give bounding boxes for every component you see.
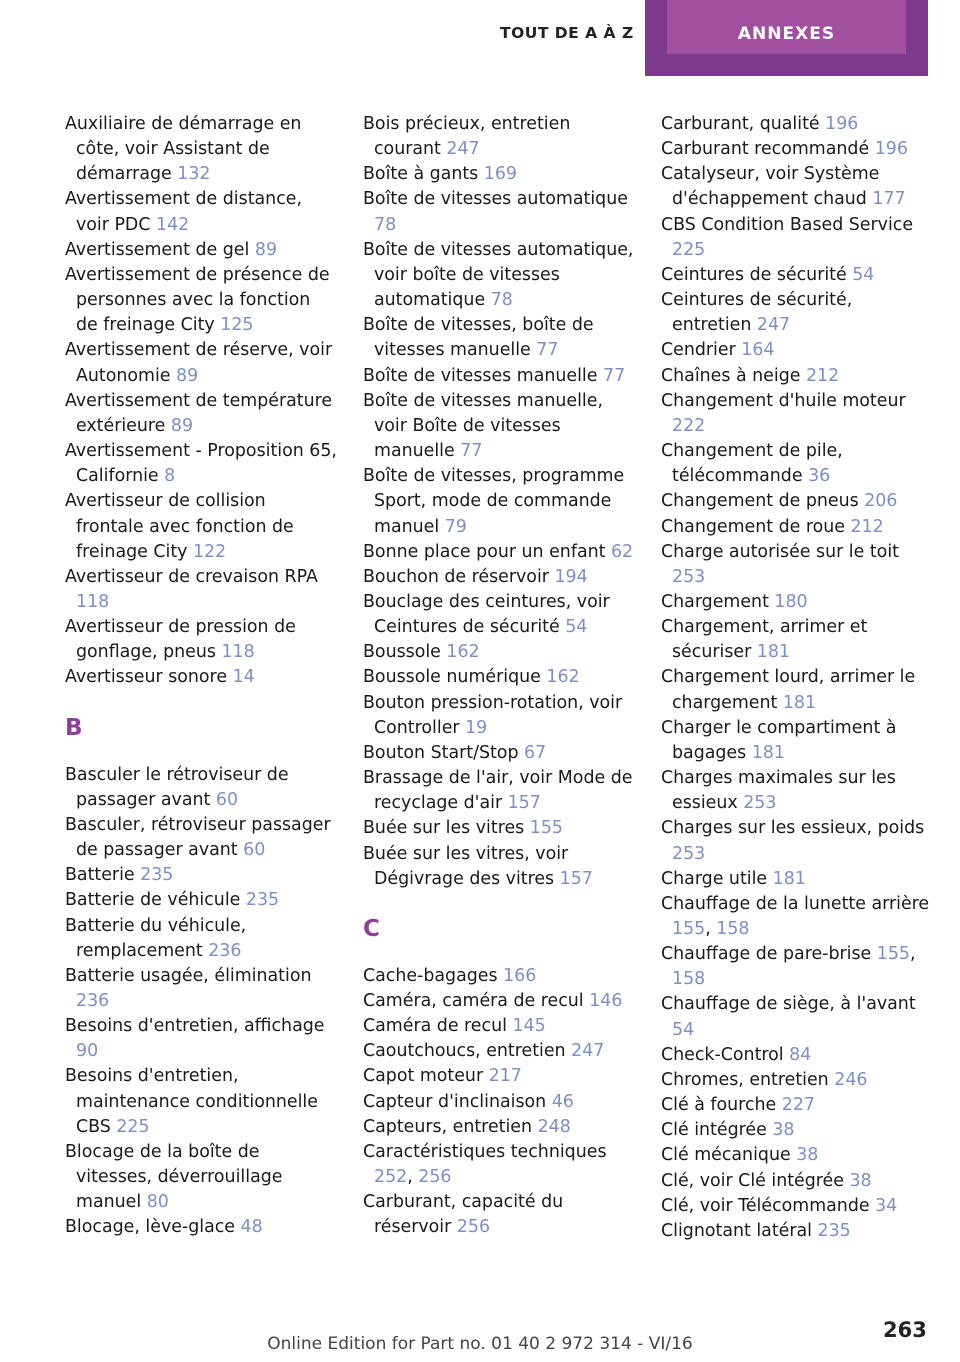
index-entry: [363, 691, 635, 741]
page-link[interactable]: 247: [756, 315, 791, 336]
index-entry: [661, 1194, 931, 1219]
index-entry: [661, 1068, 931, 1093]
page-link[interactable]: 118: [76, 591, 110, 612]
page-link[interactable]: 142: [156, 214, 190, 235]
index-entry: [363, 162, 635, 187]
index-entry: [65, 763, 337, 813]
index-entry-text: Bouchon de réservoir: [363, 566, 549, 587]
page-link[interactable]: 162: [546, 667, 580, 688]
index-entry: [65, 263, 337, 338]
index-entry-text: Avertissement de gel: [65, 239, 250, 260]
index-entry: [363, 464, 635, 539]
index-entry: [661, 364, 931, 389]
index-entry-text: Changement d'huile moteur: [661, 390, 906, 411]
page-link[interactable]: 253: [672, 843, 706, 864]
page-number: 263: [883, 1318, 927, 1342]
index-entry-text: Boussole: [363, 642, 441, 663]
page-link[interactable]: 181: [782, 692, 817, 713]
page-link[interactable]: 54: [565, 617, 588, 638]
index-entry-text: Caméra de recul: [363, 1016, 507, 1037]
page-link[interactable]: 157: [507, 793, 541, 814]
page-link[interactable]: 122: [192, 541, 227, 562]
page-link[interactable]: 79: [444, 516, 467, 537]
index-entry: [661, 439, 931, 489]
index-entry-text: Avertisseur de collision frontale avec fonction de freinage City: [65, 491, 294, 562]
page-link[interactable]: 235: [817, 1220, 851, 1241]
index-entry-text: Boîte de vitesses, boîte de vitesses manuelle: [363, 315, 594, 361]
index-entry: [661, 213, 931, 263]
index-entry: [65, 439, 337, 489]
index-entry: [661, 288, 931, 338]
index-entry-text: Carburant, qualité: [661, 114, 820, 134]
index-entry-text: Chaînes à neige: [661, 365, 801, 386]
index-entry-text: Charge autorisée sur le toit: [661, 541, 899, 562]
index-entry: [65, 238, 337, 263]
page-link[interactable]: 236: [208, 940, 242, 961]
index-entry: [363, 1090, 635, 1115]
page-link[interactable]: 157: [559, 868, 593, 889]
index-entry: [661, 137, 931, 162]
page-link[interactable]: 177: [872, 189, 906, 210]
index-entry: [363, 187, 635, 237]
index-entry: [65, 389, 337, 439]
page-link[interactable]: 84: [789, 1044, 812, 1065]
index-entry-text: Carburant, capacité du réservoir: [363, 1192, 564, 1238]
index-entry-text: Changement de pile, télécommande: [661, 441, 843, 487]
index-entry-text: Blocage, lève-glace: [65, 1217, 236, 1238]
page-link[interactable]: 155: [529, 818, 563, 839]
index-entry: [363, 1064, 635, 1089]
page-link[interactable]: 34: [875, 1195, 898, 1216]
index-entry: Chauffage de la lunette arrière 155, 158: [661, 893, 930, 939]
page-link[interactable]: 54: [672, 1019, 695, 1040]
index-entry-text: Basculer, rétroviseur passager de passager avant: [65, 814, 331, 861]
index-entry: [363, 1190, 635, 1240]
index-entry: [65, 1140, 337, 1215]
page-link[interactable]: 132: [177, 164, 211, 185]
index-entry-text: Batterie: [65, 865, 135, 886]
index-entry: [65, 964, 337, 1014]
page-link[interactable]: 166: [503, 965, 537, 986]
index-entry: [65, 1215, 337, 1240]
page-link[interactable]: 227: [781, 1095, 815, 1116]
page-link[interactable]: 125: [220, 315, 254, 336]
index-entry-text: Bois précieux, entretien courant: [363, 114, 571, 160]
page-link[interactable]: 77: [536, 340, 559, 361]
index-entry: [661, 766, 931, 816]
page-link[interactable]: 169: [483, 164, 517, 185]
index-entry: [661, 1118, 931, 1143]
index-entry-text: Auxiliaire de démarrage en côte, voir Assistant de démarrage: [65, 114, 302, 185]
index-entry-text: Charges maximales sur les essieux: [661, 768, 896, 814]
index-entry-text: Boîte de vitesses, programme Sport, mode de commande manuel: [363, 466, 625, 537]
page-link[interactable]: 158: [672, 969, 706, 990]
index-entry: [363, 816, 635, 841]
page-link[interactable]: 155: [876, 944, 910, 965]
index-entry-text: Batterie usagée, élimination: [65, 965, 312, 986]
page-link[interactable]: 253: [743, 793, 777, 814]
index-entry-text: Capteur d'inclinaison: [363, 1091, 547, 1112]
page-link[interactable]: 78: [490, 290, 513, 311]
index-entry-text: Basculer le rétroviseur de passager avant: [65, 764, 289, 810]
index-entry-text: Bonne place pour un enfant: [363, 541, 606, 562]
index-entry: [363, 665, 635, 690]
index-entry: [661, 1093, 931, 1118]
page-link[interactable]: 14: [232, 667, 255, 688]
index-entry: [65, 863, 337, 888]
index-entry-text: Boîte de vitesses automatique, voir boîte de vitesses automatique: [363, 239, 634, 311]
index-column-2: [363, 112, 635, 1241]
index-entry-text: Avertisseur de pression de gonflage, pneus: [65, 617, 296, 663]
page-link[interactable]: 212: [850, 516, 884, 537]
index-entry-text: Avertissement de température extérieure: [65, 390, 333, 436]
index-entry-text: Caractéristiques techniques: [363, 1141, 607, 1162]
page-link[interactable]: 235: [245, 890, 280, 911]
index-entry-text: Chargement, arrimer et sécuriser: [661, 617, 868, 663]
page-link[interactable]: 77: [603, 365, 626, 386]
page-link[interactable]: 118: [221, 642, 255, 663]
page-link[interactable]: 217: [488, 1066, 522, 1087]
index-entry-text: Avertissement de présence de personnes avec la fonction de freinage City: [65, 264, 330, 336]
index-entry: [65, 1014, 337, 1064]
index-entry-text: Chauffage de pare-brise: [661, 944, 872, 965]
index-entry-text: Avertissement de distance, voir PDC: [65, 189, 302, 235]
index-entry: [661, 1043, 931, 1068]
page-link[interactable]: 80: [146, 1192, 169, 1213]
index-entry: [65, 665, 337, 690]
index-entry: [661, 716, 931, 766]
index-entry-text: Besoins d'entretien, maintenance conditionnelle CBS: [65, 1066, 318, 1137]
index-entry-text: Blocage de la boîte de vitesses, déverrouillage manuel: [65, 1141, 283, 1213]
index-entry: [661, 615, 931, 665]
index-entry-text: CBS Condition Based Service: [661, 214, 914, 235]
index-entry-text: Charge utile: [661, 868, 768, 889]
index-entry-text: Boîte de vitesses manuelle, voir Boîte de vitesses manuelle: [363, 390, 603, 462]
page-link[interactable]: 78: [374, 214, 397, 235]
index-entry-text: Clé mécanique: [661, 1145, 791, 1166]
index-entry-text: Chargement lourd, arrimer le chargement: [661, 667, 916, 713]
index-entry: [65, 813, 337, 863]
index-entry: [363, 112, 635, 162]
page-link[interactable]: 164: [741, 340, 775, 361]
page-link[interactable]: 225: [116, 1116, 150, 1137]
index-entry: [661, 112, 931, 137]
page-link[interactable]: 62: [610, 541, 634, 562]
index-entry: [363, 741, 635, 766]
index-entry: [363, 364, 635, 389]
index-entry: [65, 1064, 337, 1139]
page-link[interactable]: 247: [571, 1041, 605, 1062]
index-entry: [661, 540, 931, 590]
index-entry: [363, 989, 635, 1014]
index-entry-text: Buée sur les vitres, voir Dégivrage des vitres: [363, 843, 569, 889]
index-entry: [363, 540, 635, 565]
index-entry: [363, 389, 635, 464]
index-entry: [65, 112, 337, 187]
page-link[interactable]: 146: [589, 991, 623, 1011]
page-link[interactable]: 253: [672, 566, 706, 587]
index-entry-text: Chauffage de la lunette arrière: [661, 893, 930, 914]
index-entry: [661, 816, 931, 866]
index-entry: [65, 338, 337, 388]
section-title: TOUT DE A À Z: [500, 24, 634, 42]
index-letter-heading: C: [363, 915, 380, 942]
page-link[interactable]: 36: [808, 466, 831, 487]
index-entry: [363, 1014, 635, 1039]
index-entry-text: Clé à fourche: [661, 1095, 777, 1116]
index-entry: [363, 313, 635, 363]
index-entry: [661, 515, 931, 540]
page-link[interactable]: 181: [756, 642, 790, 663]
index-entry: [65, 615, 337, 665]
index-entry-text: Bouton Start/Stop: [363, 742, 519, 763]
page-link[interactable]: 236: [76, 991, 110, 1011]
page-link[interactable]: 196: [825, 114, 859, 134]
index-column-3: [661, 112, 931, 1244]
page-link[interactable]: 256: [456, 1217, 491, 1238]
index-entry-text: Check-Control: [661, 1044, 784, 1065]
index-entry: [661, 1219, 931, 1244]
page-link[interactable]: 206: [864, 491, 898, 512]
index-entry-text: Clé, voir Télécommande: [661, 1195, 870, 1216]
index-entry-text: Capteurs, entretien: [363, 1116, 533, 1137]
page-link[interactable]: 38: [772, 1120, 795, 1141]
index-column-1: [65, 112, 337, 1241]
page-link[interactable]: 77: [460, 441, 483, 462]
page-link[interactable]: 247: [446, 139, 480, 160]
index-entry-text: Cache-bagages: [363, 965, 498, 986]
index-entry-text: Caméra, caméra de recul: [363, 991, 584, 1011]
index-entry-text: Boîte de vitesses manuelle: [363, 365, 598, 386]
page-link[interactable]: 89: [254, 239, 278, 260]
footer-edition: Online Edition for Part no. 01 40 2 972 314 - VI/16: [267, 1334, 693, 1354]
index-entry-text: Boîte de vitesses automatique: [363, 189, 628, 210]
index-entry-text: Boîte à gants: [363, 164, 479, 185]
index-entry-text: Chromes, entretien: [661, 1069, 829, 1090]
index-entry-text: Cendrier: [661, 340, 736, 361]
page-link[interactable]: 246: [834, 1069, 868, 1090]
index-entry-text: Changement de roue: [661, 516, 845, 537]
page-link[interactable]: 38: [796, 1145, 819, 1166]
page-link[interactable]: 155: [672, 919, 706, 939]
page-link[interactable]: 194: [554, 566, 588, 587]
index-entry: [65, 187, 337, 237]
index-entry-text: Avertissement de réserve, voir Autonomie: [65, 340, 333, 386]
index-entry-text: Clé intégrée: [661, 1120, 767, 1141]
index-entry: [363, 1039, 635, 1064]
index-entry-text: Clé, voir Clé intégrée: [661, 1170, 844, 1191]
page-link[interactable]: 48: [240, 1217, 263, 1238]
index-entry: [661, 338, 931, 363]
index-entry: [661, 992, 931, 1042]
page-link[interactable]: 54: [852, 264, 875, 285]
index-entry-text: Besoins d'entretien, affichage: [65, 1016, 325, 1037]
index-entry-text: Batterie du véhicule, remplacement: [65, 915, 247, 961]
page-link[interactable]: 19: [465, 717, 488, 738]
page-link[interactable]: 225: [672, 239, 706, 260]
index-entry: [363, 1115, 635, 1140]
index-entry: [661, 162, 931, 212]
index-entry: [363, 964, 635, 989]
index-entry: [363, 640, 635, 665]
index-entry-text: Charger le compartiment à bagages: [661, 717, 897, 763]
index-entry-text: Ceintures de sécurité: [661, 264, 847, 285]
index-entry-text: Boussole numérique: [363, 667, 541, 688]
page-link[interactable]: 235: [140, 865, 174, 886]
index-entry-text: Ceintures de sécurité, entretien: [661, 290, 853, 336]
page-link[interactable]: 89: [170, 415, 194, 436]
index-entry-text: Chargement: [661, 591, 769, 612]
page-link[interactable]: 180: [774, 591, 808, 612]
index-entry: [65, 914, 337, 964]
page-link[interactable]: 181: [772, 868, 806, 889]
index-entry: [661, 1169, 931, 1194]
index-entry-text: Batterie de véhicule: [65, 890, 241, 911]
index-entry: [661, 1143, 931, 1168]
page-link[interactable]: 145: [512, 1016, 546, 1037]
page-link[interactable]: 162: [446, 642, 480, 663]
index-entry: [65, 888, 337, 913]
page-link[interactable]: 60: [215, 789, 239, 810]
index-entry: [661, 867, 931, 892]
page-link[interactable]: 181: [751, 742, 785, 763]
page-link[interactable]: 89: [176, 365, 199, 386]
index-entry: [363, 766, 635, 816]
page-link[interactable]: 60: [243, 840, 266, 861]
index-entry-text: Carburant recommandé: [661, 139, 870, 160]
page-link[interactable]: 67: [524, 742, 547, 763]
page-link[interactable]: 252: [374, 1167, 408, 1188]
index-entry-text: Avertisseur sonore: [65, 667, 228, 688]
index-entry-text: Clignotant latéral: [661, 1220, 812, 1241]
index-entry-text: Brassage de l'air, voir Mode de recyclage d'air: [363, 768, 633, 814]
index-entry: [661, 489, 931, 514]
index-entry: [661, 389, 931, 439]
index-entry-text: Avertisseur de crevaison RPA: [65, 566, 318, 587]
index-entry-text: Buée sur les vitres: [363, 818, 525, 839]
page-link[interactable]: 8: [164, 466, 176, 487]
page-link[interactable]: 212: [805, 365, 840, 386]
index-letter-heading: B: [65, 714, 83, 741]
index-entry-text: Charges sur les essieux, poids: [661, 818, 925, 839]
page-link[interactable]: 38: [849, 1170, 872, 1191]
index-entry: [65, 565, 337, 615]
index-entry-text: Bouton pression-rotation, voir Controller: [363, 692, 623, 738]
index-entry-text: Bouclage des ceintures, voir Ceintures de sécurité: [363, 591, 610, 638]
chapter-tab-label: ANNEXES: [667, 0, 906, 54]
index-entry: [661, 263, 931, 288]
index-entry-text: Avertissement - Proposition 65, Californie: [65, 441, 337, 487]
index-entry-text: Capot moteur: [363, 1066, 484, 1087]
index-entry-text: Caoutchoucs, entretien: [363, 1041, 566, 1062]
index-entry: [661, 665, 931, 715]
index-entry: [661, 590, 931, 615]
page-link[interactable]: 248: [537, 1116, 571, 1137]
index-entry: Chauffage de pare-brise 155, 158: [661, 944, 916, 990]
page-link[interactable]: 222: [672, 415, 706, 436]
index-entry: [363, 590, 635, 640]
chapter-tab[interactable]: [645, 0, 928, 76]
index-entry: [363, 842, 635, 892]
page-link[interactable]: 256: [418, 1167, 452, 1188]
index-entry: [363, 565, 635, 590]
page-link[interactable]: 158: [716, 919, 750, 939]
index-entry: [65, 489, 337, 564]
page-link[interactable]: 46: [551, 1091, 574, 1112]
index-entry: [363, 238, 635, 313]
index-entry: Caractéristiques techniques 252, 256: [363, 1141, 607, 1188]
page-link[interactable]: 90: [76, 1041, 99, 1062]
page-link[interactable]: 196: [874, 139, 908, 160]
index-entry-text: Changement de pneus: [661, 491, 859, 512]
index-entry-text: Chauffage de siège, à l'avant: [661, 994, 916, 1015]
index-entry-text: Catalyseur, voir Système d'échappement chaud: [661, 164, 880, 210]
